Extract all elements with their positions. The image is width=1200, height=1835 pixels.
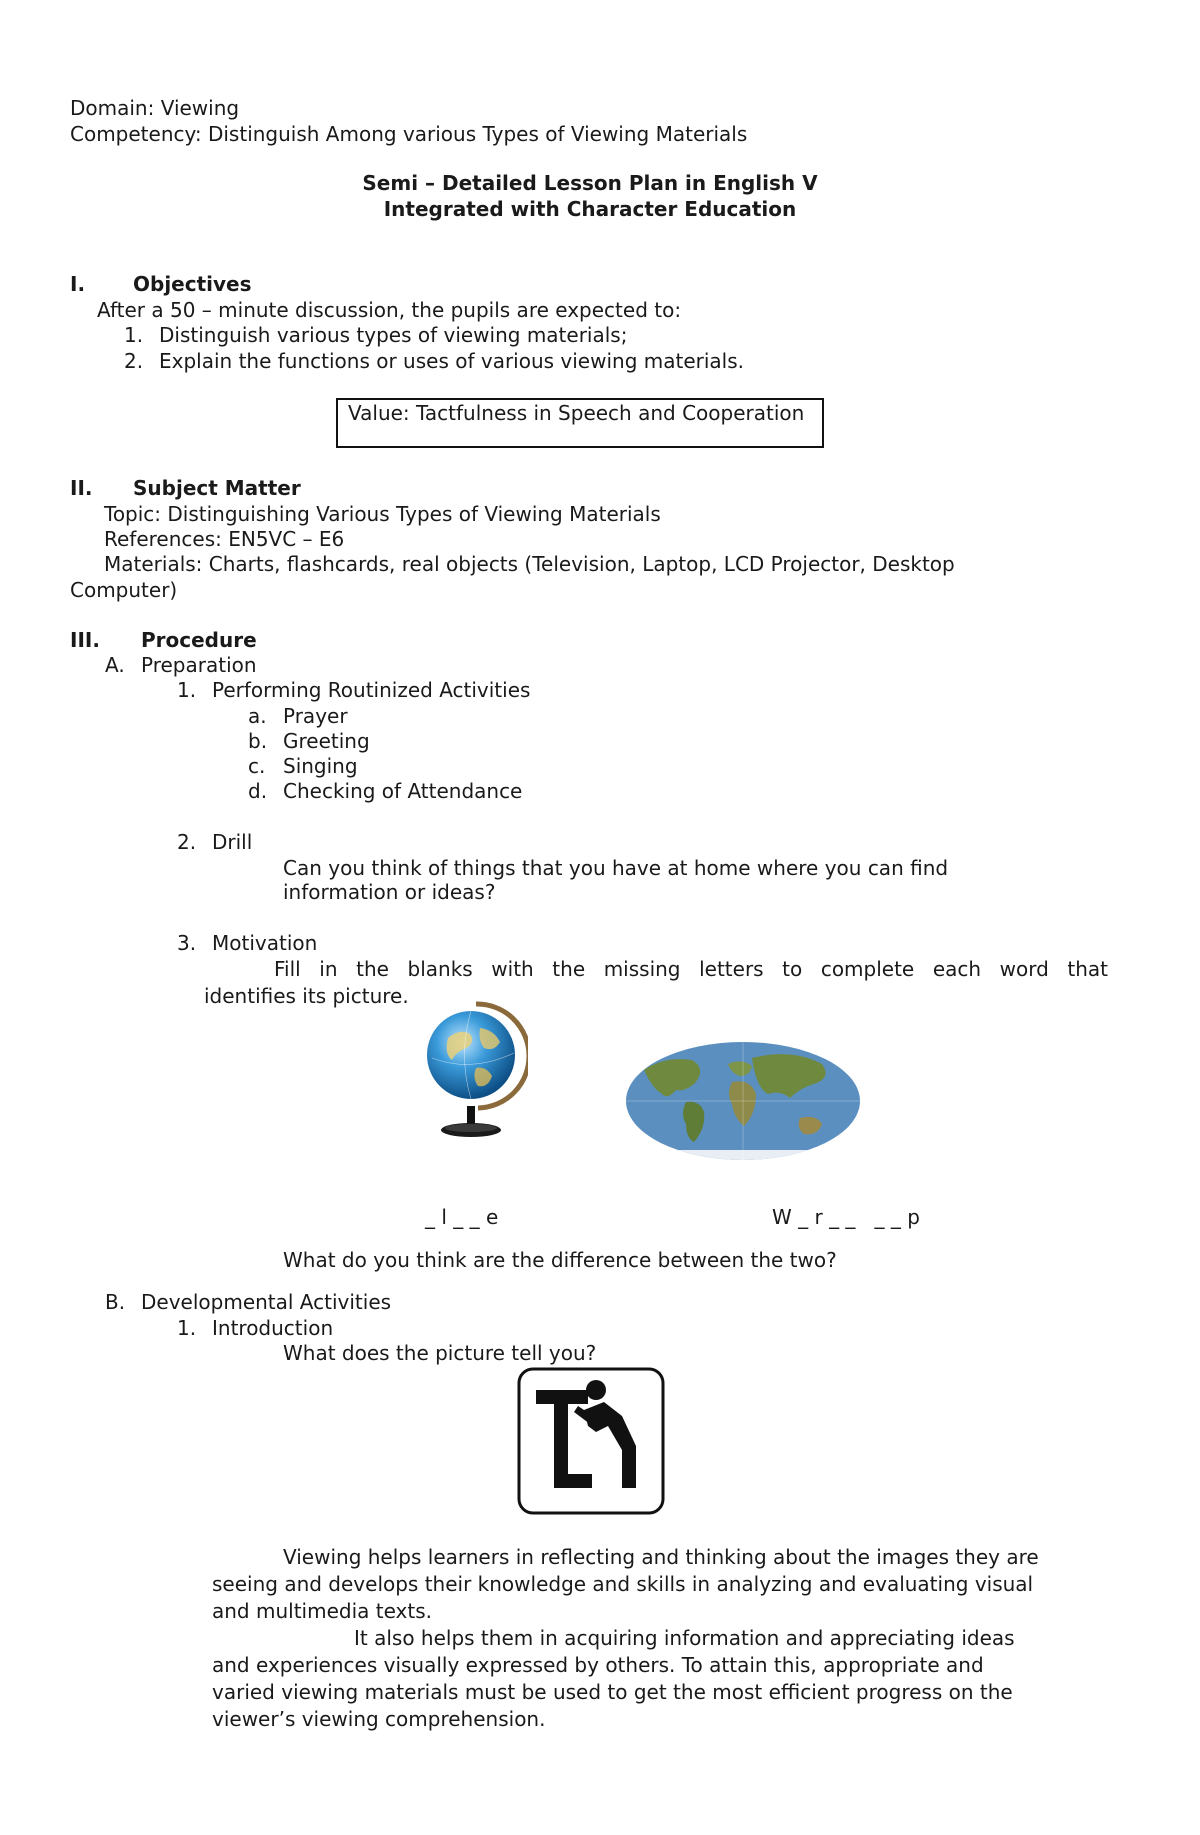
world-map-picture (624, 1040, 862, 1162)
activity-a-text: Prayer (283, 704, 348, 728)
activity-c-letter: c. (248, 754, 266, 778)
subject-matter-number: II. (70, 476, 93, 500)
viewing-area-icon (516, 1366, 666, 1516)
title-line-2: Integrated with Character Education (383, 197, 797, 221)
objective-2-text: Explain the functions or uses of various viewing materials. (159, 349, 745, 373)
paragraph-1-line-2: seeing and develops their knowledge and skills in analyzing and evaluating visual (212, 1572, 1034, 1596)
materials-line-2: Computer) (70, 578, 178, 602)
motivation-line-2: identifies its picture. (204, 984, 409, 1008)
procedure-number: III. (70, 628, 100, 652)
procedure-heading: Procedure (141, 628, 257, 652)
step-2-text: Drill (212, 830, 253, 854)
preparation-text: Preparation (141, 653, 257, 677)
picture-question: What does the picture tell you? (283, 1341, 597, 1365)
drill-line-2: information or ideas? (283, 880, 496, 904)
activity-b-letter: b. (248, 729, 268, 753)
step-2-number: 2. (177, 830, 197, 854)
domain-line: Domain: Viewing (70, 96, 240, 120)
developmental-label: B. (105, 1290, 126, 1314)
subject-matter-heading: Subject Matter (133, 476, 301, 500)
motivation-line-1: Fill in the blanks with the missing letters to complete each word that (274, 957, 1108, 981)
paragraph-1-line-3: and multimedia texts. (212, 1599, 432, 1623)
objective-1-text: Distinguish various types of viewing materials; (159, 323, 628, 347)
drill-line-1: Can you think of things that you have at home where you can find (283, 856, 949, 880)
objective-1-number: 1. (124, 323, 144, 347)
activity-a-letter: a. (248, 704, 267, 728)
paragraph-2-line-3: varied viewing materials must be used to get the most efficient progress on the (212, 1680, 1013, 1704)
activity-d-text: Checking of Attendance (283, 779, 523, 803)
introduction-number: 1. (177, 1316, 197, 1340)
paragraph-2-line-4: viewer’s viewing comprehension. (212, 1707, 546, 1731)
paragraph-2-line-2: and experiences visually expressed by others. To attain this, appropriate and (212, 1653, 984, 1677)
activity-d-letter: d. (248, 779, 268, 803)
preparation-label: A. (105, 653, 125, 677)
world-map-blank: W _ r _ _ _ _ p (772, 1205, 920, 1229)
title-line-1: Semi – Detailed Lesson Plan in English V (362, 171, 818, 195)
competency-line: Competency: Distinguish Among various Types of Viewing Materials (70, 122, 748, 146)
introduction-text: Introduction (212, 1316, 334, 1340)
step-1-number: 1. (177, 678, 197, 702)
value-box: Value: Tactfulness in Speech and Cooperation (336, 398, 824, 448)
activity-b-text: Greeting (283, 729, 370, 753)
developmental-text: Developmental Activities (141, 1290, 392, 1314)
materials-line-1: Materials: Charts, flashcards, real objects (Television, Laptop, LCD Projector, Desktop (104, 552, 955, 576)
objectives-intro: After a 50 – minute discussion, the pupils are expected to: (97, 298, 682, 322)
step-3-text: Motivation (212, 931, 318, 955)
step-3-number: 3. (177, 931, 197, 955)
objectives-heading: Objectives (133, 272, 252, 296)
globe-blank: _ l _ _ e (425, 1205, 499, 1229)
activity-c-text: Singing (283, 754, 358, 778)
globe-picture (418, 998, 528, 1143)
objectives-number: I. (70, 272, 86, 296)
references-line: References: EN5VC – E6 (104, 527, 345, 551)
objective-2-number: 2. (124, 349, 144, 373)
topic-line: Topic: Distinguishing Various Types of Viewing Materials (104, 502, 661, 526)
paragraph-1-line-1: Viewing helps learners in reflecting and thinking about the images they are (283, 1545, 1039, 1569)
step-1-text: Performing Routinized Activities (212, 678, 531, 702)
difference-question: What do you think are the difference between the two? (283, 1248, 837, 1272)
paragraph-2-line-1: It also helps them in acquiring information and appreciating ideas (354, 1626, 1015, 1650)
